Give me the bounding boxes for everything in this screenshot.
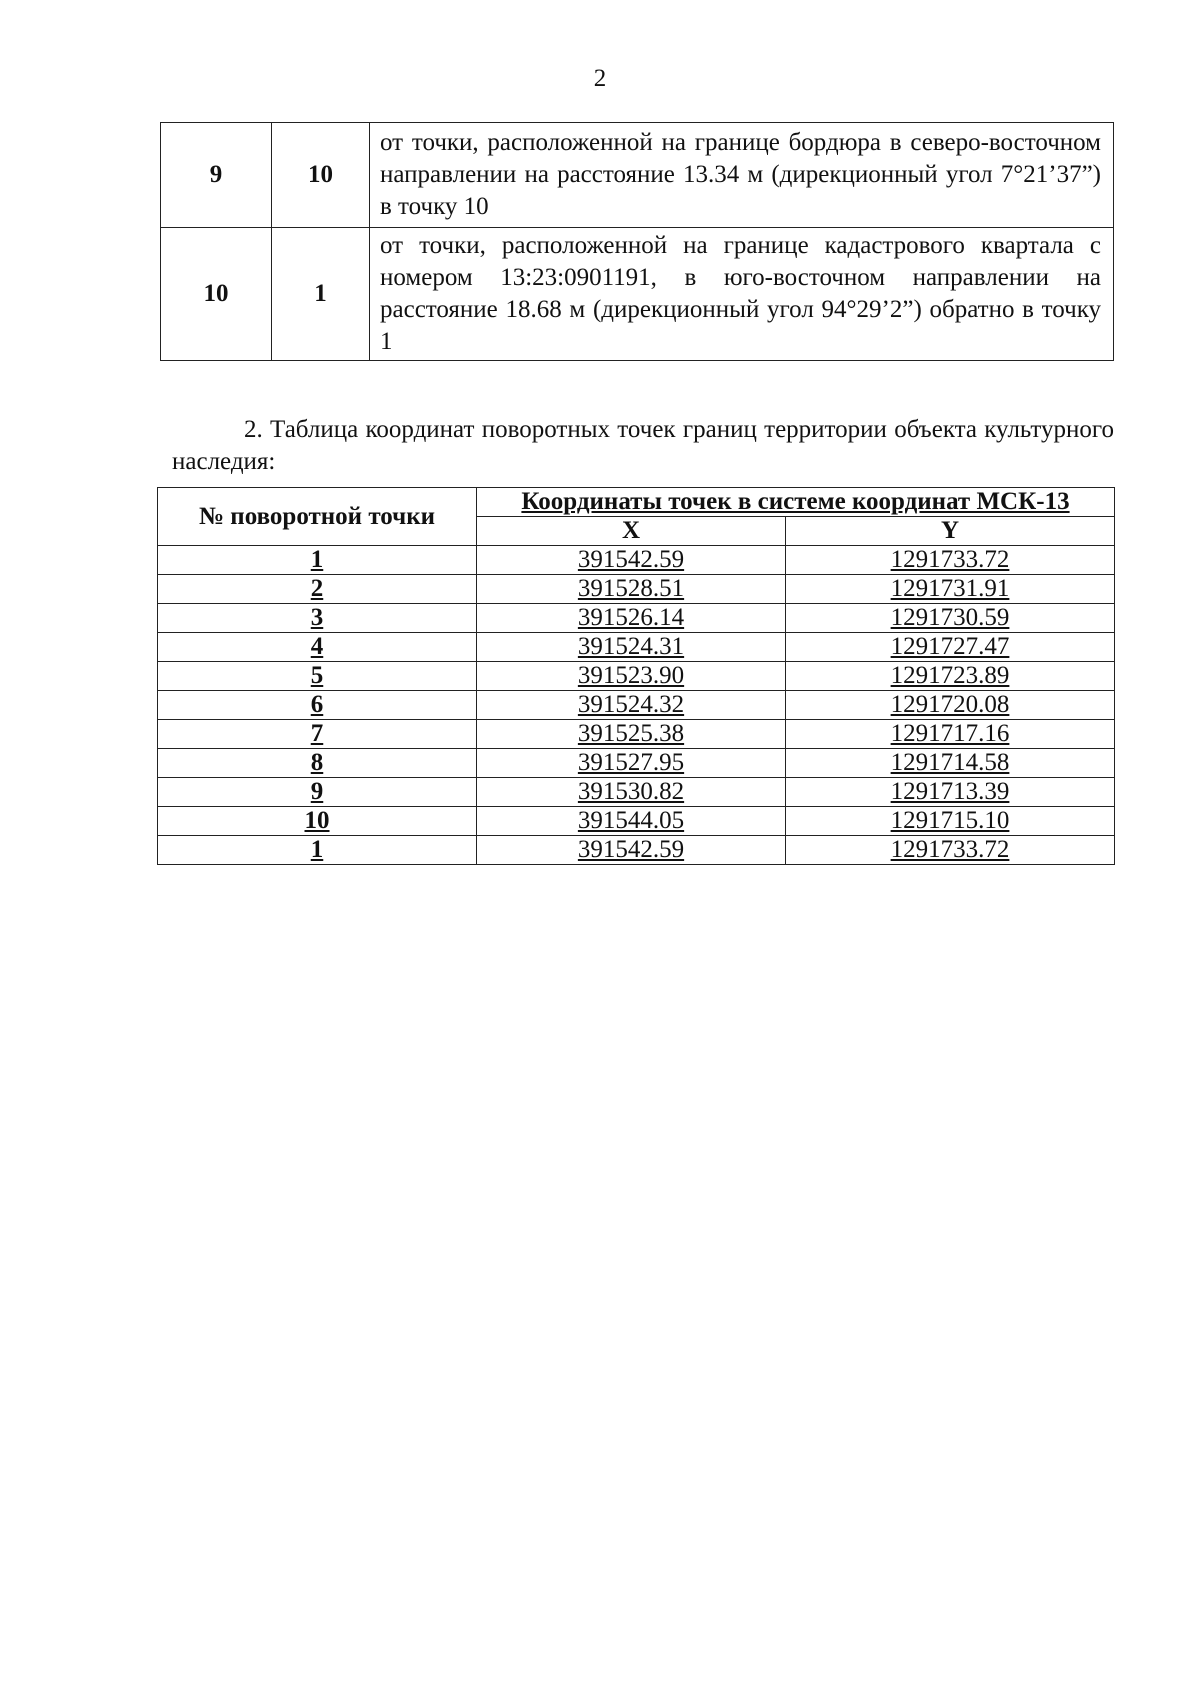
table-row: [158, 778, 1115, 807]
point-number-cell: 10: [158, 807, 477, 836]
x-coordinate-cell: 391524.31: [477, 633, 786, 662]
x-coordinate-cell: 391530.82: [477, 778, 786, 807]
table-row: [158, 546, 1115, 575]
point-number-cell: 4: [158, 633, 477, 662]
table-row: [158, 662, 1115, 691]
point-number-cell: 6: [158, 691, 477, 720]
segment-to-point: 10: [272, 123, 370, 228]
x-coordinate-cell: 391527.95: [477, 749, 786, 778]
segment-from-point: 10: [161, 228, 272, 361]
table-row: [161, 123, 1114, 228]
point-number-cell: 3: [158, 604, 477, 633]
header-y: Y: [786, 517, 1115, 546]
table-row: [158, 749, 1115, 778]
segment-description: от точки, расположенной на границе бордюра в северо-восточном направлении на расстояние 13.34 м (дирекционный угол 7°21’37”) в точку 10: [370, 123, 1114, 228]
x-coordinate-cell: 391542.59: [477, 836, 786, 865]
y-coordinate-cell: 1291733.72: [786, 546, 1115, 575]
point-number-cell: 7: [158, 720, 477, 749]
table-row: [161, 228, 1114, 361]
table-header-row: [158, 488, 1115, 517]
point-number-cell: 5: [158, 662, 477, 691]
table-row: [158, 575, 1115, 604]
x-coordinate-cell: 391542.59: [477, 546, 786, 575]
x-coordinate-cell: 391544.05: [477, 807, 786, 836]
segment-from-point: 9: [161, 123, 272, 228]
table-row: [158, 604, 1115, 633]
x-coordinate-cell: 391528.51: [477, 575, 786, 604]
table-row: [158, 633, 1115, 662]
y-coordinate-cell: 1291723.89: [786, 662, 1115, 691]
y-coordinate-cell: 1291731.91: [786, 575, 1115, 604]
y-coordinate-cell: 1291715.10: [786, 807, 1115, 836]
table-row: [158, 836, 1115, 865]
table-row: [158, 691, 1115, 720]
y-coordinate-cell: 1291713.39: [786, 778, 1115, 807]
point-number-cell: 2: [158, 575, 477, 604]
point-number-cell: 1: [158, 836, 477, 865]
point-number-cell: 1: [158, 546, 477, 575]
y-coordinate-cell: 1291720.08: [786, 691, 1115, 720]
point-number-cell: 9: [158, 778, 477, 807]
x-coordinate-cell: 391523.90: [477, 662, 786, 691]
header-x: X: [477, 517, 786, 546]
segment-to-point: 1: [272, 228, 370, 361]
x-coordinate-cell: 391524.32: [477, 691, 786, 720]
route-segments-table: [160, 122, 1114, 361]
section-heading-coordinates: 2. Таблица координат поворотных точек границ территории объекта культурного наследия:: [172, 416, 1114, 475]
header-coordinates: Координаты точек в системе координат МСК-13: [477, 488, 1115, 517]
table-row: [158, 720, 1115, 749]
y-coordinate-cell: 1291727.47: [786, 633, 1115, 662]
y-coordinate-cell: 1291714.58: [786, 749, 1115, 778]
point-number-cell: 8: [158, 749, 477, 778]
table-row: [158, 807, 1115, 836]
segment-description: от точки, расположенной на границе кадастрового квартала с номером 13:23:0901191, в юго-восточном направлении на расстояние 18.68 м (дирекционный угол 94°29’2”) обратно в точку 1: [370, 228, 1114, 361]
y-coordinate-cell: 1291717.16: [786, 720, 1115, 749]
x-coordinate-cell: 391525.38: [477, 720, 786, 749]
y-coordinate-cell: 1291733.72: [786, 836, 1115, 865]
y-coordinate-cell: 1291730.59: [786, 604, 1115, 633]
x-coordinate-cell: 391526.14: [477, 604, 786, 633]
header-point-number: № поворотной точки: [158, 488, 477, 546]
page-number: 2: [593, 65, 607, 92]
coordinates-table: [157, 487, 1115, 865]
